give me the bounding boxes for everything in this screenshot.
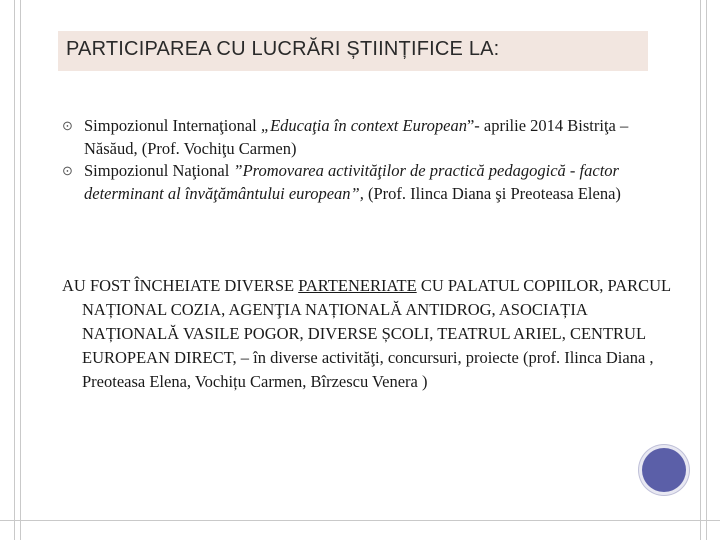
bullet-tail: ”- aprilie 2014 Bistriţa – Năsăud, (Prof. Vochiţu Carmen) [84,116,629,158]
frame-line-right-inner [706,0,707,540]
filled-circle-icon [642,448,686,492]
paragraph-end: CU PALATUL COPIILOR, PARCUL NAȚIONAL COZIA, AGENŢIA NAȚIONALĂ ANTIDROG, ASOCIAȚIA NAȚIONALĂ VASILE POGOR, DIVERSE ȘCOLI, TEATRUL ARIEL, CENTRUL EUROPEAN DIRECT, – în diverse activităţi, concursuri, proiecte (prof. Ilinca Diana , Preoteasa Elena, Vochițu Carmen, Bîrzescu Venera ) [82,276,671,391]
bullet-lead: Simpozionul Naţional [84,161,234,180]
list-item [62,115,662,160]
partnerships-paragraph [62,274,682,394]
paragraph-underlined: PARTENERIATE [298,276,417,295]
bullet-tail: (Prof. Ilinca Diana şi Preoteasa Elena) [363,183,621,203]
dotted-ring-bullet-icon: ⊙ [62,163,73,178]
bullet-lead: Simpozionul Internaţional [84,116,261,135]
frame-line-bottom [0,520,720,521]
paragraph-start: AU FOST ÎNCHEIATE DIVERSE [62,276,299,295]
bullet-italic: „Educaţia în context European [260,116,467,135]
frame-line-left [14,0,15,540]
page-title: PARTICIPAREA CU LUCRĂRI ȘTIINȚIFICE LA: [66,38,500,60]
list-item [62,160,662,205]
bullet-italic: ”Promovarea activităţilor de practică pedagogică - factor determinant al învăţământului european”, [84,161,619,203]
frame-line-left-inner [20,0,21,540]
frame-line-right [700,0,701,540]
bullet-list [62,115,662,205]
dotted-ring-bullet-icon: ⊙ [62,118,73,133]
